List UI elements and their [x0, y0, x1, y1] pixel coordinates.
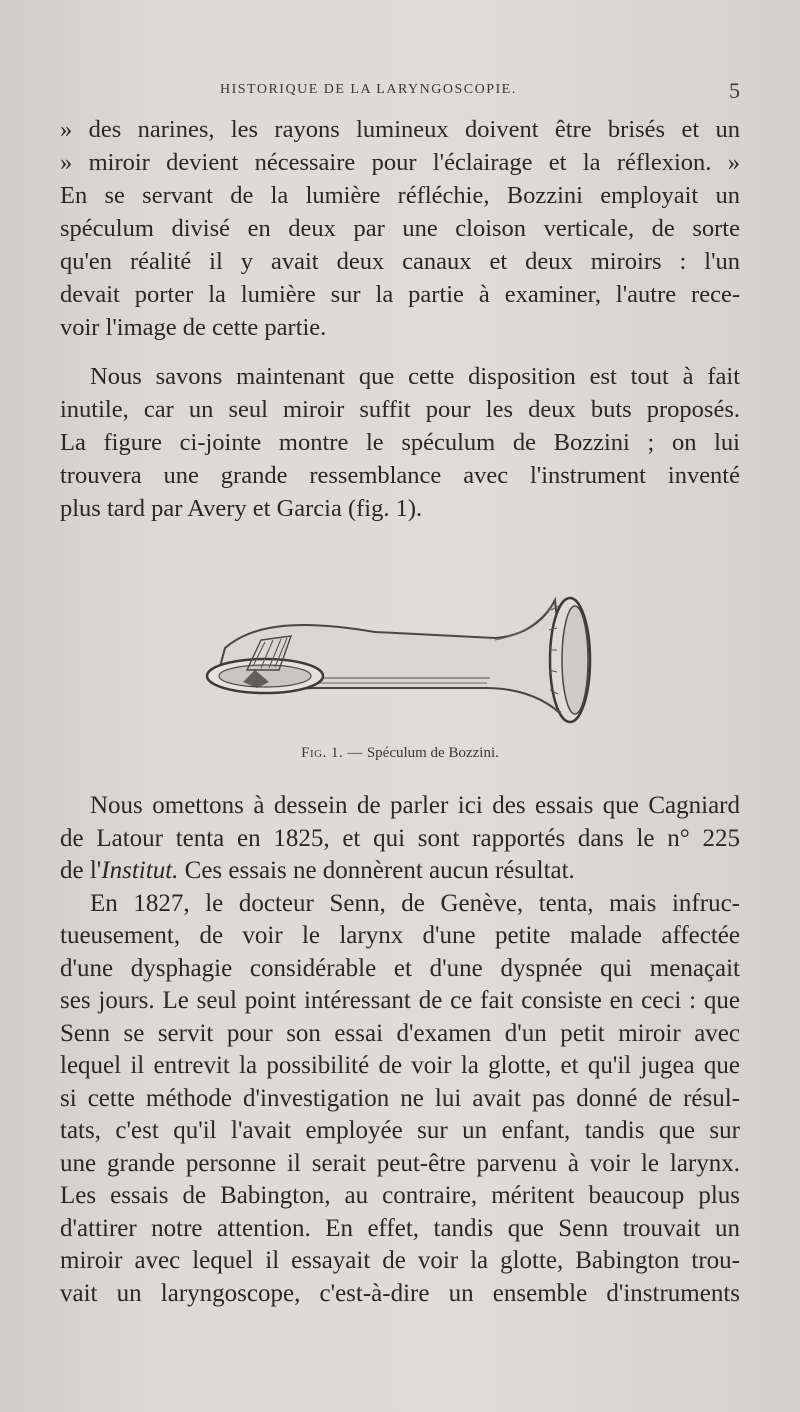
text-line: si cette méthode d'investigation ne lui avait pas donné de résul-	[60, 1084, 740, 1112]
paragraph-2	[60, 360, 740, 525]
text-line: vait un laryngoscope, c'est-à-dire un ensemble d'instruments	[60, 1279, 740, 1307]
text-fragment: Ces essais ne donnèrent aucun résultat.	[178, 857, 575, 884]
text-line: La figure ci-jointe montre le spéculum de Bozzini ; on lui	[60, 429, 740, 456]
text-line: voir l'image de cette partie.	[60, 314, 327, 341]
text-line: Nous omettons à dessein de parler ici des essais que Cagniard	[90, 792, 740, 819]
figure-caption	[0, 745, 800, 762]
text-line: une grande personne il serait peut-être parvenu à voir le larynx.	[60, 1149, 740, 1177]
paragraph-3-4	[60, 790, 740, 1310]
text-line: tats, c'est qu'il l'avait employée sur un enfant, tandis que sur	[60, 1117, 740, 1144]
text-line: Nous savons maintenant que cette disposition est tout à fait	[90, 363, 740, 390]
text-line: lequel il entrevit la possibilité de voir la glotte, et qu'il jugea que	[60, 1052, 740, 1079]
speculum-illustration	[195, 570, 615, 740]
page-number: 5	[729, 78, 740, 103]
text-line: Les essais de Babington, au contraire, méritent beaucoup plus	[60, 1182, 740, 1209]
text-line: En se servant de la lumière réfléchie, Bozzini employait un	[60, 182, 740, 209]
text-line: qu'en réalité il y avait deux canaux et deux miroirs : l'un	[60, 248, 740, 275]
text-fragment: de l'	[60, 857, 102, 884]
text-line-with-italic	[60, 855, 740, 888]
text-line: ses jours. Le seul point intéressant de ce fait consiste en ceci : que	[60, 987, 740, 1014]
text-line: » miroir devient nécessaire pour l'éclairage et la réflexion. »	[60, 149, 740, 176]
page-header	[60, 78, 740, 110]
text-line: trouvera une grande ressemblance avec l'instrument inventé	[60, 462, 740, 489]
text-line: plus tard par Avery et Garcia (fig. 1).	[60, 495, 423, 522]
text-line: spéculum divisé en deux par une cloison verticale, de sorte	[60, 215, 740, 242]
figure-number: Fig. 1. —	[301, 745, 364, 761]
text-line: d'une dysphagie considérable et d'une dyspnée qui menaçait	[60, 954, 740, 982]
text-line: Senn se servit pour son essai d'examen d'un petit miroir avec	[60, 1019, 740, 1047]
text-line: de Latour tenta en 1825, et qui sont rapportés dans le n° 225	[60, 824, 740, 852]
text-line: » des narines, les rayons lumineux doivent être brisés et un	[60, 116, 740, 143]
text-line: tueusement, de voir le larynx d'une petite malade affectée	[60, 922, 740, 949]
italic-journal-title: Institut.	[101, 857, 179, 884]
text-line: d'attirer notre attention. En effet, tandis que Senn trouvait un	[60, 1214, 740, 1242]
text-line: miroir avec lequel il essayait de voir la glotte, Babington trou-	[60, 1247, 740, 1274]
text-line: devait porter la lumière sur la partie à examiner, l'autre rece-	[60, 281, 740, 308]
text-line: En 1827, le docteur Senn, de Genève, tenta, mais infruc-	[90, 889, 740, 917]
paragraph-1	[60, 113, 740, 344]
running-title: HISTORIQUE DE LA LARYNGOSCOPIE.	[220, 82, 517, 97]
figure-caption-text: Spéculum de Bozzini.	[366, 745, 499, 761]
text-line: inutile, car un seul miroir suffit pour les deux buts proposés.	[60, 396, 740, 423]
